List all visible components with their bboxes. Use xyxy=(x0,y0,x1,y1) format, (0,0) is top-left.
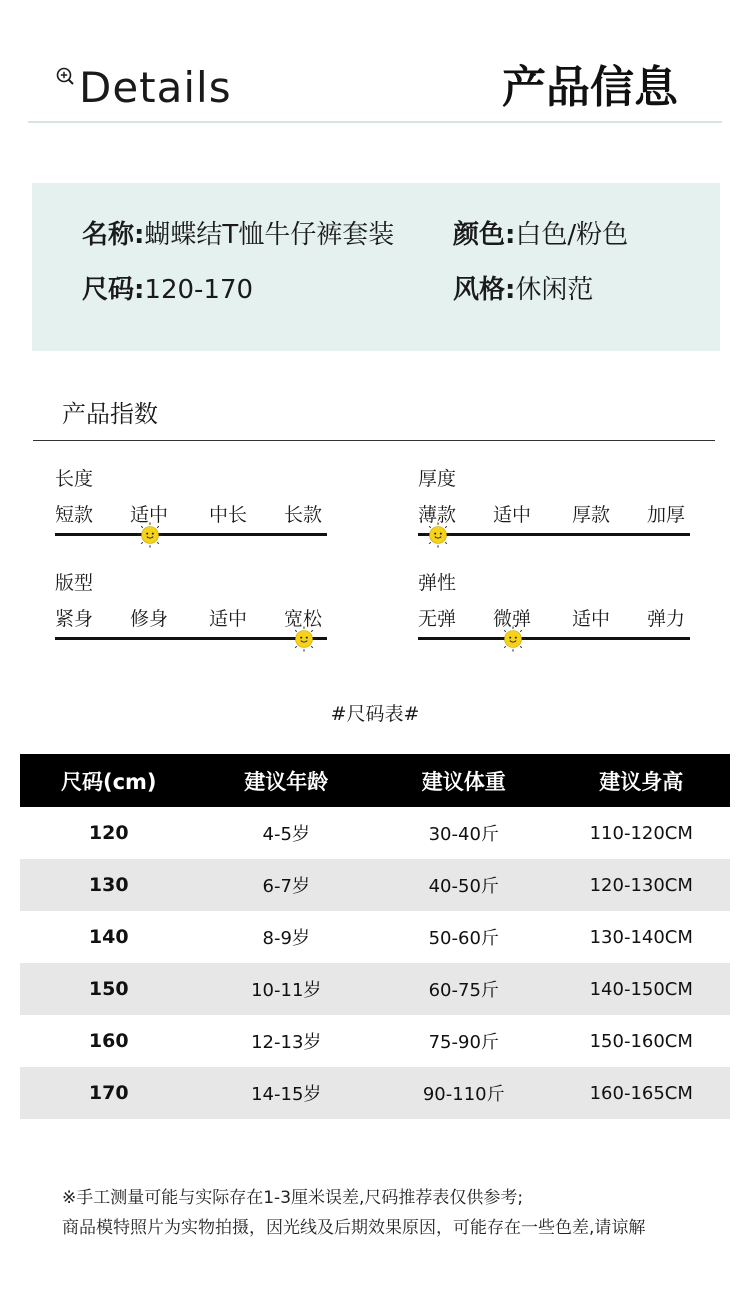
index-option: 微弹 xyxy=(493,608,532,630)
index-option: 薄款 xyxy=(418,504,457,526)
measurement-note: ※手工测量可能与实际存在1-3厘米误差,尺码推荐表仅供参考; xyxy=(62,1188,524,1208)
cell-height: 120-130CM xyxy=(553,859,731,911)
index-group-name: 长度 xyxy=(55,468,94,490)
product-index-title: 产品指数 xyxy=(62,400,158,428)
product-size-value: 120-170 xyxy=(144,275,254,305)
index-option: 修身 xyxy=(130,608,169,630)
cell-size: 130 xyxy=(20,859,198,911)
header-divider xyxy=(28,121,722,123)
product-info-title: 产品信息 xyxy=(502,62,678,113)
cell-height: 110-120CM xyxy=(589,822,693,844)
size-table xyxy=(20,754,730,1119)
index-group-name: 版型 xyxy=(55,572,94,594)
product-size xyxy=(82,273,253,307)
index-group xyxy=(418,570,690,660)
details-title: Details xyxy=(79,63,232,112)
table-row xyxy=(20,963,730,1015)
table-row xyxy=(20,1067,730,1119)
header-height: 建议身高 xyxy=(553,754,731,807)
cell-weight: 90-110斤 xyxy=(375,1067,553,1119)
index-group xyxy=(55,466,327,556)
header-age: 建议年龄 xyxy=(198,754,376,807)
index-option: 加厚 xyxy=(647,504,686,526)
index-track xyxy=(418,637,690,640)
cell-age: 10-11岁 xyxy=(198,963,376,1015)
table-row xyxy=(20,1015,730,1067)
product-name-label: 名称: xyxy=(82,220,145,250)
sun-marker-icon xyxy=(137,522,163,548)
cell-size: 160 xyxy=(88,1030,129,1052)
product-style-label: 风格: xyxy=(453,275,516,305)
product-color-label: 颜色: xyxy=(453,220,516,250)
index-group xyxy=(55,570,327,660)
sun-marker-icon xyxy=(500,626,526,652)
index-option: 长款 xyxy=(284,504,323,526)
product-name-value: 蝴蝶结T恤牛仔裤套装 xyxy=(144,220,395,250)
table-row xyxy=(20,859,730,911)
cell-size: 150 xyxy=(20,963,198,1015)
index-option: 中长 xyxy=(209,504,248,526)
index-option: 短款 xyxy=(55,504,94,526)
index-track xyxy=(418,533,690,536)
product-name xyxy=(82,218,394,252)
product-size-label: 尺码: xyxy=(82,275,145,305)
product-index-divider xyxy=(33,440,715,441)
cell-age: 4-5岁 xyxy=(262,824,310,845)
index-track xyxy=(55,533,327,536)
product-info-panel xyxy=(32,183,720,351)
index-option: 厚款 xyxy=(572,504,611,526)
table-row xyxy=(20,807,730,859)
index-option: 适中 xyxy=(493,504,532,526)
header-size: 尺码(cm) xyxy=(20,754,198,807)
index-group-name: 厚度 xyxy=(418,468,457,490)
index-group-name: 弹性 xyxy=(418,572,457,594)
index-track xyxy=(55,637,327,640)
cell-weight: 30-40斤 xyxy=(428,824,499,845)
cell-size: 140 xyxy=(88,926,129,948)
product-style-value: 休闲范 xyxy=(515,275,594,305)
index-option: 适中 xyxy=(209,608,248,630)
cell-height: 160-165CM xyxy=(553,1067,731,1119)
index-group xyxy=(418,466,690,556)
cell-age: 12-13岁 xyxy=(251,1032,322,1053)
cell-height: 130-140CM xyxy=(589,926,693,948)
cell-size: 120 xyxy=(88,822,129,844)
sun-marker-icon xyxy=(291,626,317,652)
cell-weight: 50-60斤 xyxy=(428,928,499,949)
cell-height: 150-160CM xyxy=(589,1030,693,1052)
color-difference-note: 商品模特照片为实物拍摄，因光线及后期效果原因，可能存在一些色差,请谅解 xyxy=(62,1218,646,1238)
size-table-title: #尺码表# xyxy=(330,703,420,725)
header xyxy=(0,0,750,124)
header-weight: 建议体重 xyxy=(375,754,553,807)
cell-size: 170 xyxy=(20,1067,198,1119)
cell-weight: 60-75斤 xyxy=(375,963,553,1015)
table-row xyxy=(20,911,730,963)
product-style xyxy=(453,273,593,307)
index-option: 适中 xyxy=(130,504,169,526)
index-option: 适中 xyxy=(572,608,611,630)
index-option: 无弹 xyxy=(418,608,457,630)
cell-weight: 75-90斤 xyxy=(428,1032,499,1053)
index-option: 宽松 xyxy=(284,608,323,630)
cell-age: 6-7岁 xyxy=(198,859,376,911)
sun-marker-icon xyxy=(425,522,451,548)
cell-age: 14-15岁 xyxy=(198,1067,376,1119)
product-color-value: 白色/粉色 xyxy=(515,220,629,250)
index-option: 弹力 xyxy=(647,608,686,630)
zoom-in-icon xyxy=(55,66,77,88)
index-option: 紧身 xyxy=(55,608,94,630)
cell-height: 140-150CM xyxy=(553,963,731,1015)
product-color xyxy=(453,218,628,252)
size-table-header-row xyxy=(20,754,730,807)
cell-weight: 40-50斤 xyxy=(375,859,553,911)
cell-age: 8-9岁 xyxy=(262,928,310,949)
